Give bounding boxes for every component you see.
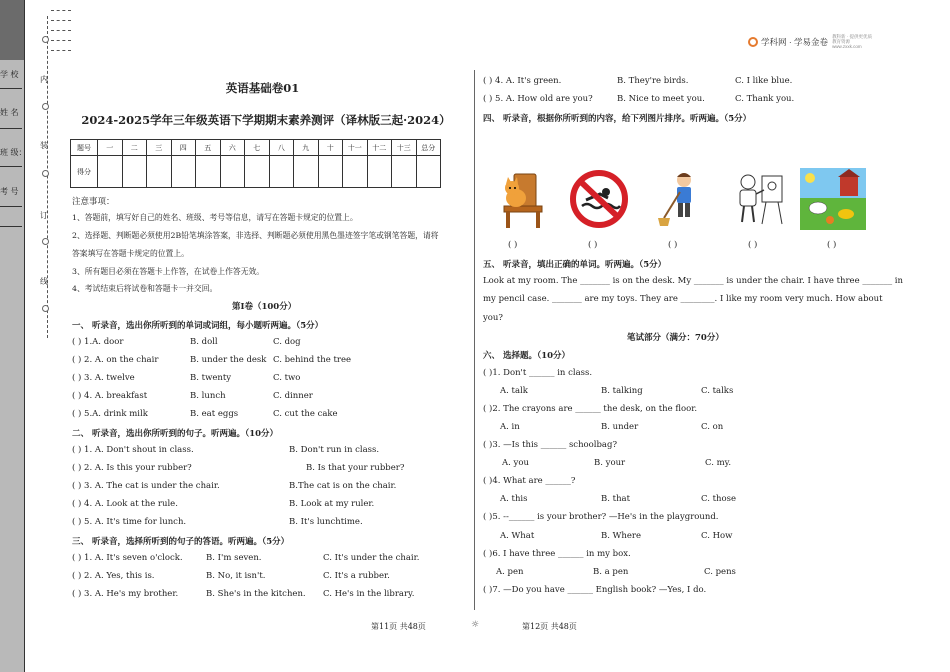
sec2-q2-b: B. Is that your rubber? xyxy=(306,463,405,473)
sec2-q4-b: B. Look at my ruler. xyxy=(289,499,375,509)
page-title: 英语基础卷01 xyxy=(225,81,300,95)
sec2-q2-a: ( ) 2. A. Is this your rubber? xyxy=(72,463,192,473)
section2-title: 二、 听录音，选出你所听到的句子。听两遍。（10分） xyxy=(72,429,279,439)
cat-on-chair-image xyxy=(490,168,556,230)
score-header-cell: 十一 xyxy=(343,140,368,156)
score-cell xyxy=(245,156,270,188)
part1-title: 第Ⅰ卷（100分） xyxy=(232,302,297,312)
sec1-q2-c: C. behind the tree xyxy=(273,355,352,365)
sec6-q2: ( )2. The crayons are ______ the desk, on the floor. xyxy=(483,404,698,414)
score-header-cell: 六 xyxy=(220,140,245,156)
written-part-title: 笔试部分（满分：70分） xyxy=(627,333,724,343)
sec3-q4-a: ( ) 4. A. It's green. xyxy=(483,76,562,86)
sec6-q1: ( )1. Don't ______ in class. xyxy=(483,368,593,378)
note-item: 1、答题前，填写好自己的姓名、班级、考号等信息，请写在答题卡规定的位置上。 xyxy=(72,213,358,222)
sec3-q5-a: ( ) 5. A. How old are you? xyxy=(483,94,593,104)
sec1-q4-b: B. lunch xyxy=(190,391,226,401)
score-header-cell: 三 xyxy=(147,140,172,156)
score-cell xyxy=(98,156,123,188)
sec6-q3: ( )3. —Is this ______ schoolbag? xyxy=(483,440,617,450)
score-cell xyxy=(318,156,343,188)
section5-title: 五、 听录音，填出正确的单词。听两遍。（5分） xyxy=(483,260,667,270)
section4-title: 四、 听录音，根据你所听到的内容，给下列图片排序。听两遍。（5分） xyxy=(483,114,752,124)
binding-hole xyxy=(42,36,49,43)
sec6-q6-b: B. a pen xyxy=(593,567,629,577)
score-header-cell: 十三 xyxy=(392,140,417,156)
school-label: 学 校 xyxy=(0,70,19,79)
exam-number-label: 考 号 xyxy=(0,187,19,196)
dotted-rule xyxy=(51,20,71,21)
sec6-q4-c: C. those xyxy=(701,494,737,504)
name-label: 姓 名 xyxy=(0,108,19,117)
sec3-q4-b: B. They're birds. xyxy=(617,76,689,86)
exam-number-line xyxy=(0,206,22,207)
boy-sweeping-image xyxy=(646,168,712,230)
sec6-q6: ( )6. I have three ______ in my box. xyxy=(483,549,631,559)
sec6-q3-a: A. you xyxy=(502,458,529,468)
score-header-cell: 十二 xyxy=(367,140,392,156)
score-header-cell: 一 xyxy=(98,140,123,156)
score-cell xyxy=(171,156,196,188)
score-header-cell: 五 xyxy=(196,140,221,156)
score-header-cell: 九 xyxy=(294,140,319,156)
sec1-q4-c: C. dinner xyxy=(273,391,313,401)
sec1-q1-b: B. doll xyxy=(190,337,218,347)
sec3-q2-a: ( ) 2. A. Yes, this is. xyxy=(72,571,155,581)
score-cell xyxy=(196,156,221,188)
dotted-rule xyxy=(51,30,71,31)
sec6-q3-b: B. your xyxy=(594,458,626,468)
notes-title: 注意事项： xyxy=(72,197,115,207)
sec1-q3-a: ( ) 3. A. twelve xyxy=(72,373,135,383)
score-header-row xyxy=(71,140,441,156)
class-line xyxy=(0,166,22,167)
dotted-rule xyxy=(51,10,71,11)
logo-small-text: 教科新 · 提供更优质教育资源 www.zxxk.com xyxy=(832,34,873,49)
sec6-q4-b: B. that xyxy=(601,494,631,504)
score-header-cell: 七 xyxy=(245,140,270,156)
order-bracket-3[interactable]: ( ) xyxy=(668,240,678,250)
boy-drawing-image xyxy=(726,168,792,230)
logo-text: 学科网 · 学易金卷 xyxy=(761,36,829,47)
sec6-q5-a: A. What xyxy=(500,531,535,541)
score-cell xyxy=(416,156,441,188)
score-cell xyxy=(392,156,417,188)
section3-title: 三、 听录音，选择所听到的句子的答语。听两遍。（5分） xyxy=(72,537,290,547)
sec6-q1-c: C. talks xyxy=(701,386,734,396)
sec3-q3-c: C. He's in the library. xyxy=(323,589,415,599)
sec2-q1-b: B. Don't run in class. xyxy=(289,445,380,455)
sec2-q3-a: ( ) 3. A. The cat is under the chair. xyxy=(72,481,220,491)
sec1-q2-a: ( ) 2. A. on the chair xyxy=(72,355,159,365)
sec6-q2-b: B. under xyxy=(601,422,639,432)
sec6-q3-c: C. my. xyxy=(705,458,732,468)
sec6-q4-a: A. this xyxy=(500,494,528,504)
score-header-cell: 题号 xyxy=(71,140,98,156)
order-bracket-1[interactable]: ( ) xyxy=(508,240,518,250)
dotted-rule xyxy=(51,50,71,51)
sec6-q5-c: C. How xyxy=(701,531,733,541)
score-header-cell: 四 xyxy=(171,140,196,156)
left-page-footer: 第11页 共48页 xyxy=(371,622,426,631)
sec6-q6-a: A. pen xyxy=(496,567,524,577)
binding-hole xyxy=(42,238,49,245)
sec1-q2-b: B. under the desk xyxy=(190,355,267,365)
order-bracket-5[interactable]: ( ) xyxy=(827,240,837,250)
score-header-cell: 二 xyxy=(122,140,147,156)
sec6-q1-b: B. talking xyxy=(601,386,643,396)
dotted-rule xyxy=(51,40,71,41)
sec1-q3-b: B. twenty xyxy=(190,373,232,383)
column-separator xyxy=(474,70,475,610)
binding-word-ding: 订 xyxy=(40,211,48,220)
score-cell xyxy=(343,156,368,188)
sec3-q2-b: B. No, it isn't. xyxy=(206,571,266,581)
sec3-q2-c: C. It's a rubber. xyxy=(323,571,390,581)
note-item: 2、选择题、判断题必须使用2B铅笔填涂答案，非选择、判断题必须使用黑色墨迹签字笔或钢笔答题，请将 xyxy=(72,231,439,240)
sec6-q1-a: A. talk xyxy=(500,386,528,396)
score-cell xyxy=(367,156,392,188)
class-label: 班 级： xyxy=(0,148,27,157)
exam-number-line-2 xyxy=(0,226,22,227)
sec6-q2-c: C. on xyxy=(701,422,724,432)
school-line xyxy=(0,88,22,89)
binding-word-nei: 内 xyxy=(40,75,48,84)
sec1-q5-a: ( ) 5.A. drink milk xyxy=(72,409,148,419)
sec5-passage-line: you? xyxy=(483,313,503,323)
sec3-q3-a: ( ) 3. A. He's my brother. xyxy=(72,589,179,599)
binding-strip-top xyxy=(0,0,24,60)
score-cell xyxy=(147,156,172,188)
score-cell xyxy=(220,156,245,188)
sec6-q7: ( )7. —Do you have ______ English book? —Yes, I do. xyxy=(483,585,707,595)
sec2-q3-b: B.The cat is on the chair. xyxy=(289,481,397,491)
section6-title: 六、 选择题。（10分） xyxy=(483,351,571,361)
score-cell xyxy=(269,156,294,188)
score-header-cell: 总分 xyxy=(416,140,441,156)
binding-word-xian: 线 xyxy=(40,277,48,286)
name-line xyxy=(0,128,22,129)
sec3-q1-b: B. I'm seven. xyxy=(206,553,262,563)
score-header-cell: 十 xyxy=(318,140,343,156)
page-subtitle: 2024-2025学年三年级英语下学期期末素养测评（译林版三起·2024） xyxy=(81,113,451,127)
score-value-row xyxy=(71,156,441,188)
sec6-q5: ( )5. --______ is your brother? —He's in the playground. xyxy=(483,512,719,522)
binding-strip xyxy=(0,0,24,672)
score-cell xyxy=(294,156,319,188)
sec1-q5-c: C. cut the cake xyxy=(273,409,338,419)
sec3-q1-c: C. It's under the chair. xyxy=(323,553,420,563)
sec3-q3-b: B. She's in the kitchen. xyxy=(206,589,306,599)
farm-animals-image xyxy=(800,168,866,230)
order-bracket-2[interactable]: ( ) xyxy=(588,240,598,250)
sec2-q5-b: B. It's lunchtime. xyxy=(289,517,363,527)
score-header-cell: 八 xyxy=(269,140,294,156)
score-table xyxy=(70,139,441,188)
binding-hole xyxy=(42,305,49,312)
note-item: 4、考试结束后将试卷和答题卡一并交回。 xyxy=(72,284,218,293)
sec1-q4-a: ( ) 4. A. breakfast xyxy=(72,391,148,401)
sec2-q4-a: ( ) 4. A. Look at the rule. xyxy=(72,499,178,509)
publisher-logo xyxy=(748,34,876,49)
sec3-q5-c: C. Thank you. xyxy=(735,94,795,104)
sec6-q4: ( )4. What are ______? xyxy=(483,476,576,486)
binding-hole xyxy=(42,103,49,110)
binding-word-zhuang: 装 xyxy=(40,141,48,150)
score-cell xyxy=(122,156,147,188)
sec6-q6-c: C. pens xyxy=(704,567,736,577)
sec5-passage-line: my pencil case. _______ are my toys. They are ________. I like my room very much. How about xyxy=(483,294,883,304)
score-row-label: 得分 xyxy=(71,156,98,188)
sec3-q4-c: C. I like blue. xyxy=(735,76,793,86)
sec1-q3-c: C. two xyxy=(273,373,301,383)
note-item: 答案填写在答题卡规定的位置上。 xyxy=(72,249,189,258)
sec3-q1-a: ( ) 1. A. It's seven o'clock. xyxy=(72,553,183,563)
order-bracket-4[interactable]: ( ) xyxy=(748,240,758,250)
sec2-q1-a: ( ) 1. A. Don't shout in class. xyxy=(72,445,194,455)
right-page-footer: 第12页 共48页 xyxy=(522,622,577,631)
sec1-q1-c: C. dog xyxy=(273,337,301,347)
no-swimming-sign-image xyxy=(566,168,632,230)
sec6-q5-b: B. Where xyxy=(601,531,641,541)
center-mark-icon: ☼ xyxy=(471,620,480,630)
sec2-q5-a: ( ) 5. A. It's time for lunch. xyxy=(72,517,187,527)
sec1-q5-b: B. eat eggs xyxy=(190,409,239,419)
logo-icon xyxy=(748,37,758,47)
binding-dotted-line xyxy=(47,16,48,338)
sec1-q1-a: ( ) 1.A. door xyxy=(72,337,124,347)
sec6-q2-a: A. in xyxy=(500,422,520,432)
sec5-passage-line: Look at my room. The _______ is on the desk. My _______ is under the chair. I have three _______ in xyxy=(483,276,903,286)
section1-title: 一、 听录音，选出你所听到的单词或词组，每小题听两遍。（5分） xyxy=(72,321,324,331)
binding-hole xyxy=(42,170,49,177)
note-item: 3、所有题目必须在答题卡上作答，在试卷上作答无效。 xyxy=(72,267,265,276)
sec3-q5-b: B. Nice to meet you. xyxy=(617,94,705,104)
